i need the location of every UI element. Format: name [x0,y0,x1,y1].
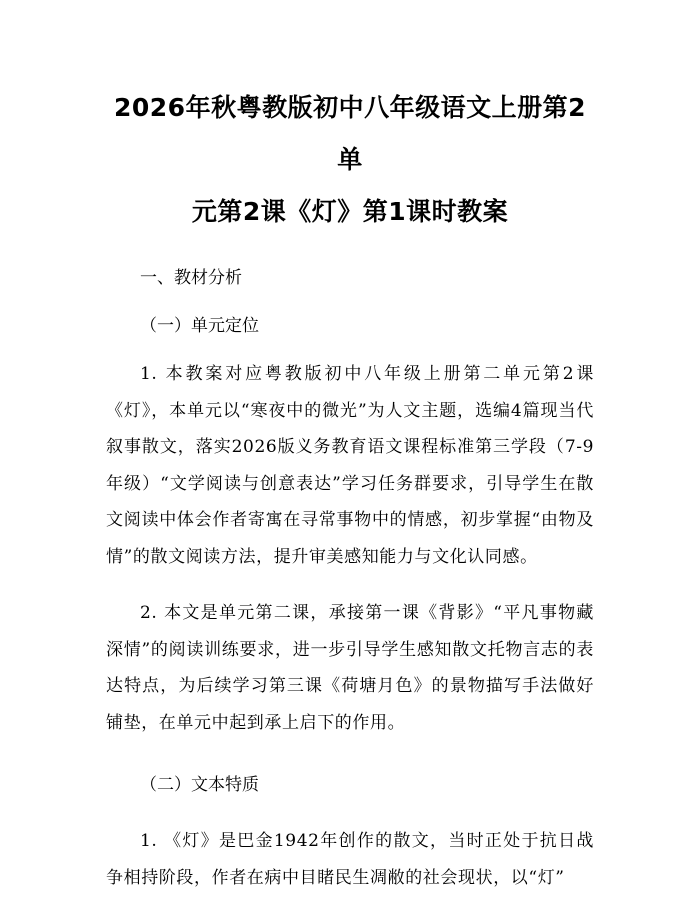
paragraph-text-characteristics-1: 1. 《灯》是巴金1942年创作的散文，当时正处于抗日战争相持阶段，作者在病中目睹民生凋敝的社会现状，以“灯” [106,831,594,888]
paragraph-unit-positioning-1: 1. 本教案对应粤教版初中八年级上册第二单元第2课《灯》，本单元以“寒夜中的微光”为人文主题，选编4篇现当代叙事散文，落实2026版义务教育语文课程标准第三学段（7-9年级）“文学阅读与创意表达”学习任务群要求，引导学生在散文阅读中体会作者寄寓在寻常事物中的情感，初步掌握“由物及情”的散文阅读方法，提升审美感知能力与文化认同感。 [106,364,594,567]
title-line-1: 2026年秋粤教版初中八年级语文上册第2单 [114,93,586,174]
document-title [106,82,594,238]
title-line-2: 元第2课《灯》第1课时教案 [191,197,509,226]
paragraph-unit-positioning-2: 2. 本文是单元第二课，承接第一课《背影》“平凡事物藏深情”的阅读训练要求，进一步引导学生感知散文托物言志的表达特点，为后续学习第三课《荷塘月色》的景物描写手法做好铺垫，在单元中起到承上启下的作用。 [106,603,594,733]
subsection-heading-text-characteristics: （二）文本特质 [140,775,259,795]
section-heading-teaching-material-analysis: 一、教材分析 [140,268,242,288]
subsection-heading-unit-positioning: （一）单元定位 [140,316,259,336]
